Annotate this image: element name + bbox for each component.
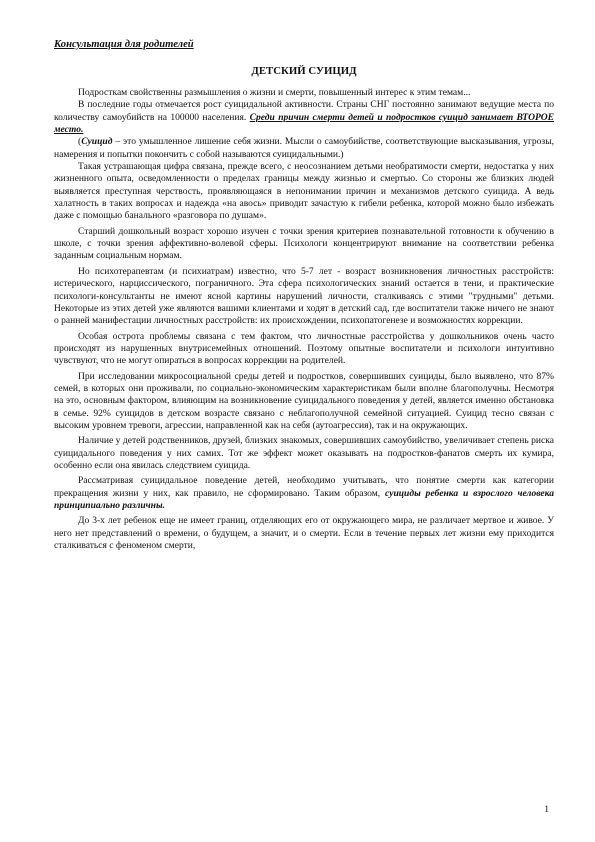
paragraph-6: Но психотерапевтам (и психиатрам) известно, что 5-7 лет - возраст возникновения личностных расстройств: истерического, нарциссического, пограничного. Эта сфера психологических знаний остается в тени, и практические психологи-консультанты не имеют ясной картины нарушений личности, сталкиваясь с этими "трудными" детьми. Некоторые из этих детей уже являются вашими клиентами и ходят в детский сад, где воспитатели также ничего не знают о ранней манифестации личностных расстройств: их происхождении, психопатогенезе и возможностях коррекции. [54, 265, 554, 327]
paragraph-3-open: ( [78, 136, 82, 148]
header-label: Консультация для родителей [54, 39, 194, 50]
paragraph-3-term: Суицид [81, 136, 113, 148]
paragraph-2-text: В последние годы отмечается рост суицидальной активности. Страны СНГ постоянно занимают ведущие места по количеству самоубийств на 100000 населения. [54, 99, 554, 123]
paragraph-11: До 3-х лет ребенок еще не имеет границ, отделяющих его от окружающего мира, не различает мертвое и живое. У него нет представлений о времени, о будущем, а значит, и о смерти. Если в течение первых лет жизни ему приходится сталкиваться с феноменом смерти, [54, 515, 554, 552]
paragraph-8: При исследовании микросоциальной среды детей и подростков, совершивших суициды, было выявлено, что 87% семей, в которых они проживали, по социально-экономическим характеристикам были вполне благополучны. Несмотря на это, основным фактором, влияющим на возникновение суицидального поведения у детей, является именно обстановка в семье. 92% суицидов в детском возрасте связано с неблагополучной семейной ситуацией. Суицид тесно связан с высоким уровнем тревоги, агрессии, направленной как на себя (аутоагрессия), так и на окружающих. [54, 370, 554, 431]
paragraph-10-text: Рассматривая суицидальное поведение детей, необходимо учитывать, что понятие смерти как категории прекращения жизни у них, как правило, не сформировано. Таким образом, [54, 475, 554, 499]
paragraph-9: Наличие у детей родственников, друзей, близких знакомых, совершивших самоубийство, увеличивает степень риска суицидального поведения у них самих. Тот же эффект может оказывать на подростков-фанатов смерть их кумира, особенно если она явилась следствием суицида. [54, 435, 554, 471]
paragraph-10 [54, 475, 554, 512]
paragraph-2-emphasis: Среди причин смерти детей и подростков суицид занимает ВТОРОЕ место. [54, 111, 554, 136]
page-number: 1 [544, 805, 549, 815]
paragraph-10-emphasis: суициды ребенка и взрослого человека принципиально различны. [54, 487, 554, 511]
paragraph-4: Такая устрашающая цифра связана, прежде всего, с неосознанием детьми необратимости смерти, недостатка у них жизненного опыта, осведомленности о пределах границы между жизнью и смертью. Со стороны же близких людей выявляется преступная черствость, проявляющаяся в непонимании причин и механизмов детского суицида. А ведь халатность в таких вопросах и надежда «на авось» приводит зачастую к гибели ребенка, которой можно было избежать даже с помощью банального «разговора по душам». [54, 161, 554, 222]
document-page [54, 38, 554, 552]
paragraph-3-text: – это умышленное лишение себя жизни. Мысли о самоубийстве, соответствующие высказывания, угрозы, намерения и попытки покончить с собой называются суицидальными.) [54, 136, 554, 160]
paragraph-3 [54, 136, 554, 161]
paragraph-7: Особая острота проблемы связана с тем фактом, что личностные расстройства у дошкольников очень часто происходят из нарушенных внутрисемейных отношений. Поэтому опытные воспитатели и психологи интуитивно чувствуют, что не могут опираться в вопросах коррекции на родителей. [54, 330, 554, 367]
document-title: ДЕТСКИЙ СУИЦИД [251, 65, 357, 77]
paragraph-1: Подросткам свойственны размышления о жизни и смерти, повышенный интерес к этим темам... [78, 87, 471, 98]
paragraph-2 [54, 99, 554, 136]
paragraph-5: Старший дошкольный возраст хорошо изучен с точки зрения критериев познавательной готовности к обучению в школе, с точки зрения аффективно-волевой сферы. Психологи концентрируют внимание на соответствии ребенка заданным социальным нормам. [54, 225, 554, 262]
